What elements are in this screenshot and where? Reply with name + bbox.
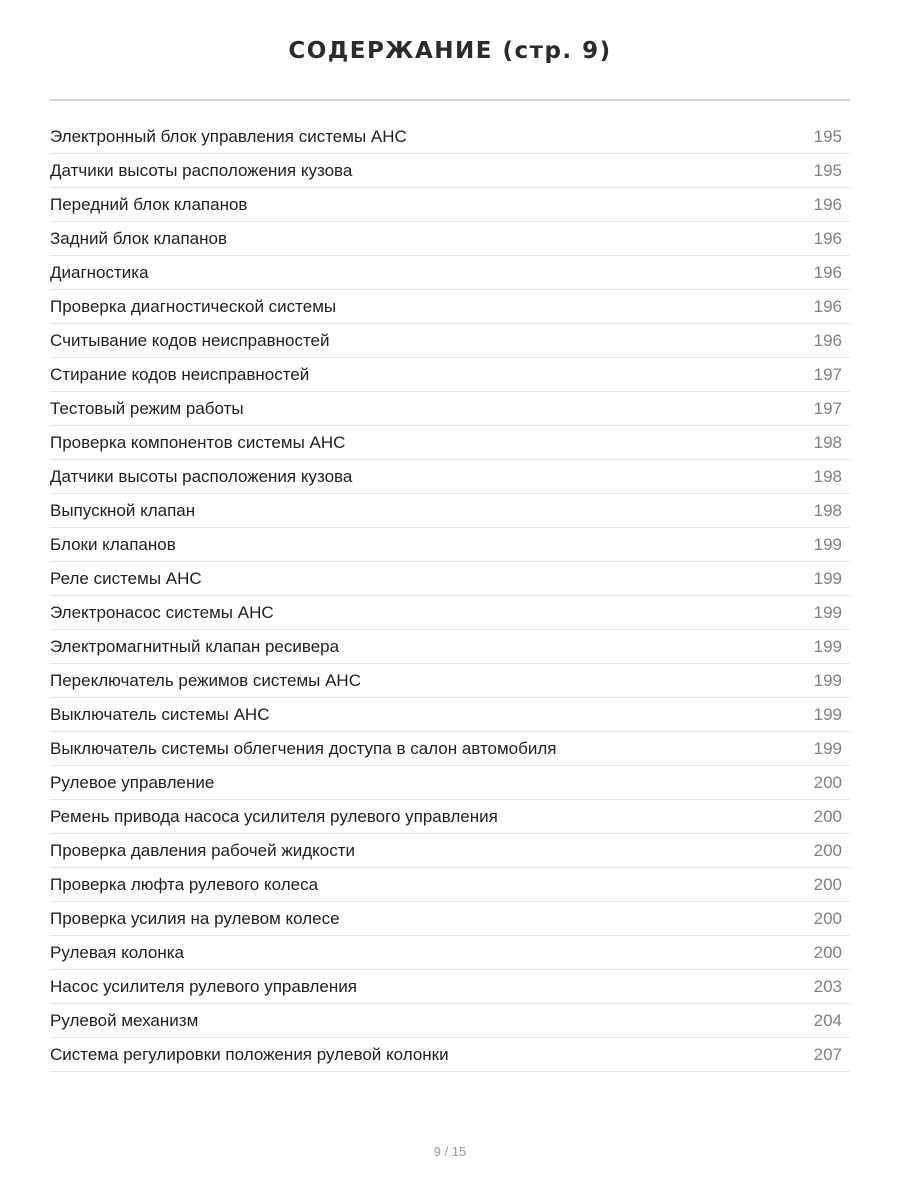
toc-entry-title: Рулевой механизм xyxy=(50,1010,199,1030)
toc-entry-page-number: 200 xyxy=(813,772,842,792)
toc-entry[interactable] xyxy=(50,698,850,732)
toc-entry-page-number: 199 xyxy=(813,602,842,622)
toc-entry-title: Ремень привода насоса усилителя рулевого управления xyxy=(50,806,498,826)
toc-entry[interactable] xyxy=(50,494,850,528)
toc-entry-title: Проверка давления рабочей жидкости xyxy=(50,840,355,860)
toc-entry-title: Электронный блок управления системы АНС xyxy=(50,126,407,146)
toc-entry[interactable] xyxy=(50,800,850,834)
toc-entry[interactable] xyxy=(50,188,850,222)
toc-entry[interactable] xyxy=(50,596,850,630)
toc-entry-page-number: 196 xyxy=(813,296,842,316)
toc-entry-title: Проверка усилия на рулевом колесе xyxy=(50,908,340,928)
toc-entry[interactable] xyxy=(50,1004,850,1038)
toc-entry-title: Передний блок клапанов xyxy=(50,194,248,214)
toc-entry-page-number: 199 xyxy=(813,568,842,588)
toc-entry-title: Тестовый режим работы xyxy=(50,398,244,418)
toc-entry-title: Электронасос системы АНС xyxy=(50,602,274,622)
toc-entry-page-number: 196 xyxy=(813,262,842,282)
toc-entry-page-number: 199 xyxy=(813,534,842,554)
toc-entry[interactable] xyxy=(50,120,850,154)
toc-entry-page-number: 198 xyxy=(813,432,842,452)
toc-entry[interactable] xyxy=(50,528,850,562)
title-divider xyxy=(50,99,850,101)
toc-entry-title: Диагностика xyxy=(50,262,149,282)
toc-entry-title: Электромагнитный клапан ресивера xyxy=(50,636,340,656)
toc-entry[interactable] xyxy=(50,392,850,426)
toc-entry-title: Проверка люфта рулевого колеса xyxy=(50,874,319,894)
toc-entry-title: Считывание кодов неисправностей xyxy=(50,330,330,350)
toc-entry-page-number: 197 xyxy=(813,398,842,418)
toc-entry[interactable] xyxy=(50,460,850,494)
toc-entry-title: Система регулировки положения рулевой колонки xyxy=(50,1044,449,1064)
toc-entry-title: Рулевое управление xyxy=(50,772,215,792)
toc-entry[interactable] xyxy=(50,766,850,800)
toc-entry-page-number: 207 xyxy=(813,1044,842,1064)
toc-entry-page-number: 196 xyxy=(813,194,842,214)
toc-entry-title: Рулевая колонка xyxy=(50,942,184,962)
toc-entry-title: Переключатель режимов системы АНС xyxy=(50,670,361,690)
page-number-footer: 9 / 15 xyxy=(433,1144,467,1159)
toc-entry-page-number: 200 xyxy=(813,874,842,894)
toc-entry-title: Выключатель системы АНС xyxy=(50,704,270,724)
toc-entry-page-number: 199 xyxy=(813,704,842,724)
toc-entry-title: Реле системы АНС xyxy=(50,568,202,588)
toc-entry[interactable] xyxy=(50,562,850,596)
table-of-contents xyxy=(50,120,850,1072)
toc-entry[interactable] xyxy=(50,426,850,460)
toc-entry-page-number: 197 xyxy=(813,364,842,384)
toc-entry-page-number: 198 xyxy=(813,466,842,486)
toc-entry-title: Проверка компонентов системы АНС xyxy=(50,432,346,452)
toc-entry[interactable] xyxy=(50,834,850,868)
toc-entry-page-number: 198 xyxy=(813,500,842,520)
toc-entry-title: Проверка диагностической системы xyxy=(50,296,337,316)
toc-entry-title: Насос усилителя рулевого управления xyxy=(50,976,357,996)
toc-entry-page-number: 199 xyxy=(813,738,842,758)
toc-entry-page-number: 200 xyxy=(813,942,842,962)
toc-entry[interactable] xyxy=(50,222,850,256)
toc-entry[interactable] xyxy=(50,358,850,392)
toc-entry[interactable] xyxy=(50,290,850,324)
toc-entry[interactable] xyxy=(50,256,850,290)
toc-entry[interactable] xyxy=(50,630,850,664)
toc-entry-title: Стирание кодов неисправностей xyxy=(50,364,310,384)
toc-entry[interactable] xyxy=(50,936,850,970)
toc-entry[interactable] xyxy=(50,1038,850,1072)
toc-entry-title: Датчики высоты расположения кузова xyxy=(50,160,353,180)
toc-entry-page-number: 196 xyxy=(813,228,842,248)
toc-entry-title: Выпускной клапан xyxy=(50,500,196,520)
toc-entry-page-number: 203 xyxy=(813,976,842,996)
toc-entry-page-number: 200 xyxy=(813,840,842,860)
toc-entry-page-number: 199 xyxy=(813,670,842,690)
toc-entry-page-number: 195 xyxy=(813,160,842,180)
toc-entry-page-number: 204 xyxy=(813,1010,842,1030)
toc-entry-page-number: 199 xyxy=(813,636,842,656)
toc-entry[interactable] xyxy=(50,154,850,188)
toc-entry[interactable] xyxy=(50,970,850,1004)
toc-entry-title: Задний блок клапанов xyxy=(50,228,227,248)
toc-entry[interactable] xyxy=(50,868,850,902)
toc-entry-page-number: 200 xyxy=(813,806,842,826)
toc-entry[interactable] xyxy=(50,664,850,698)
page-title: СОДЕРЖАНИЕ (стр. 9) xyxy=(288,38,612,64)
toc-entry-page-number: 195 xyxy=(813,126,842,146)
toc-entry[interactable] xyxy=(50,324,850,358)
toc-entry-title: Выключатель системы облегчения доступа в салон автомобиля xyxy=(50,738,557,758)
toc-entry[interactable] xyxy=(50,732,850,766)
toc-entry-title: Блоки клапанов xyxy=(50,534,176,554)
toc-entry-page-number: 196 xyxy=(813,330,842,350)
toc-entry-title: Датчики высоты расположения кузова xyxy=(50,466,353,486)
toc-entry[interactable] xyxy=(50,902,850,936)
toc-entry-page-number: 200 xyxy=(813,908,842,928)
